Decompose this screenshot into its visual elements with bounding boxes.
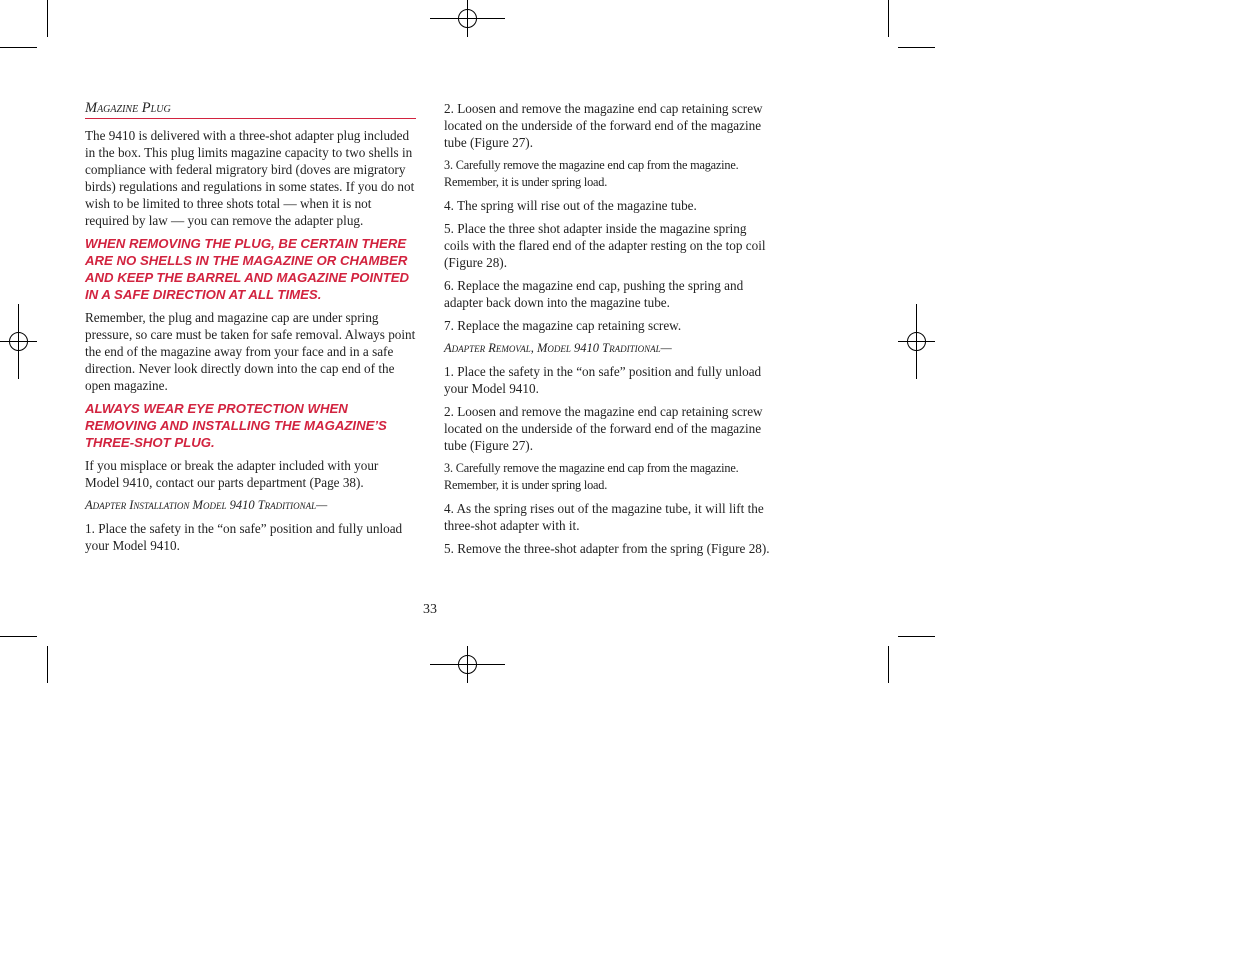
page-number: 33 [423, 602, 437, 617]
removal-step: 2. Loosen and remove the magazine end cap retaining screw located on the underside of the forward end of the magazine tube (Figure 27). [444, 404, 763, 453]
warning-eye-protection: ALWAYS WEAR EYE PROTECTION WHEN REMOVING AND INSTALLING THE MAGAZINE’S THREE-SHOT PLUG. [85, 401, 387, 450]
spring-pressure-paragraph: Remember, the plug and magazine cap are under spring pressure, so care must be taken for safe removal. Always point the end of the magazine away from your face and in a safe direction. Never look directly down into the cap end of the open magazine. [85, 310, 416, 393]
removal-step: 3. Carefully remove the magazine end cap from the magazine. Remember, it is under spring load. [444, 461, 739, 492]
installation-step: 1. Place the safety in the “on safe” position and fully unload your Model 9410. [85, 521, 403, 553]
installation-subheading: Adapter Installation Model 9410 Traditional— [85, 498, 328, 512]
removal-step: 5. Remove the three-shot adapter from the spring (Figure 28). [444, 541, 770, 556]
left-column [85, 100, 416, 560]
installation-step: 5. Place the three shot adapter inside the magazine spring coils with the flared end of the adapter resting on the top coil (Figure 28). [444, 221, 766, 270]
intro-paragraph: The 9410 is delivered with a three-shot adapter plug included in the box. This plug limits magazine capacity to two shells in compliance with federal migratory bird (doves are migratory birds) regulations and regulations in some states. If you do not wish to be limited to three shots total — when it is not required by law — you can remove the adapter plug. [85, 128, 415, 228]
installation-step: 6. Replace the magazine end cap, pushing the spring and adapter back down into the magazine tube. [444, 278, 744, 310]
removal-step: 4. As the spring rises out of the magazine tube, it will lift the three-shot adapter with it. [444, 501, 764, 533]
warning-plug-removal: WHEN REMOVING THE PLUG, BE CERTAIN THERE ARE NO SHELLS IN THE MAGAZINE OR CHAMBER AND KEEP THE BARREL AND MAGAZINE POINTED IN A SAFE DIRECTION AT ALL TIMES. [85, 236, 410, 302]
registration-mark-top [430, 0, 505, 37]
right-column [444, 100, 774, 563]
installation-step: 3. Carefully remove the magazine end cap from the magazine. Remember, it is under spring load. [444, 158, 739, 189]
removal-subheading: Adapter Removal, Model 9410 Traditional— [444, 341, 672, 355]
installation-step: 2. Loosen and remove the magazine end cap retaining screw located on the underside of the forward end of the magazine tube (Figure 27). [444, 101, 763, 150]
section-heading: Magazine Plug [85, 100, 416, 119]
registration-mark-bottom [430, 646, 505, 683]
installation-step: 7. Replace the magazine cap retaining screw. [444, 318, 682, 333]
removal-step: 1. Place the safety in the “on safe” position and fully unload your Model 9410. [444, 364, 762, 396]
parts-paragraph: If you misplace or break the adapter included with your Model 9410, contact our parts department (Page 38). [85, 458, 379, 490]
registration-mark-right [898, 304, 935, 379]
registration-mark-left [0, 304, 37, 379]
installation-step: 4. The spring will rise out of the magazine tube. [444, 198, 697, 213]
